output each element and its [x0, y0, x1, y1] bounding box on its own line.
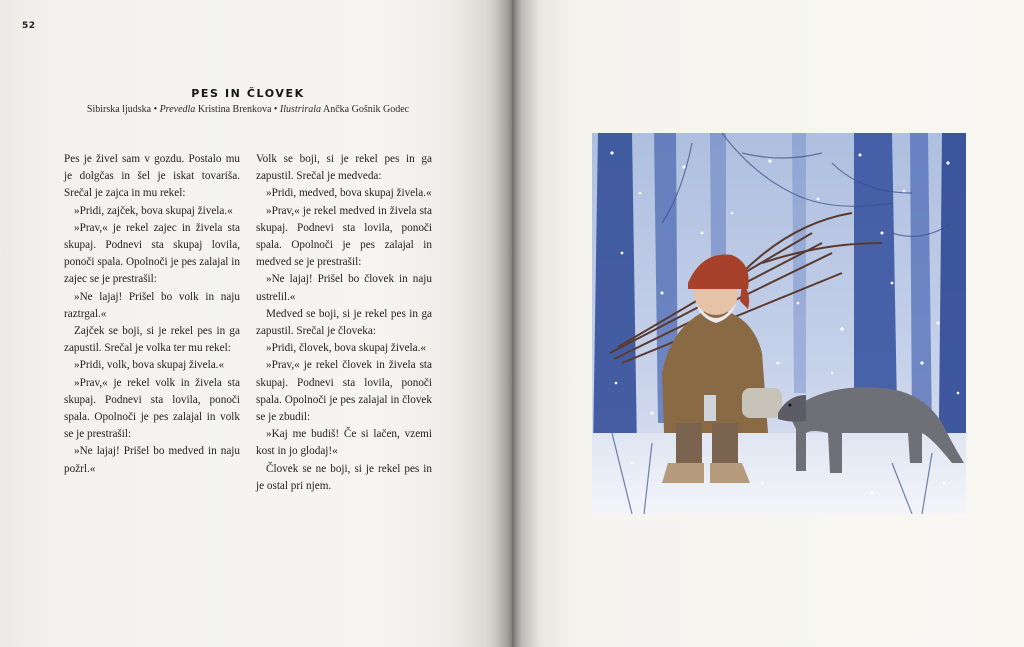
credit-separator: •: [153, 104, 158, 115]
paragraph: »Prav,« je rekel medved in živela sta skupaj. Podnevi sta lovila, ponoči spala. Opolnoči je pes zalajal in medved se je prestrašil:: [256, 204, 432, 269]
credit-origin: Sibirska ljudska: [86, 104, 152, 115]
paragraph: Volk se boji, si je rekel pes in ga zapustil. Srečal je medveda:: [256, 153, 432, 183]
winter-forest-illustration: [592, 133, 966, 514]
paragraph: »Kaj me budiš! Če si lačen, vzemi kost in jo glodaj!«: [256, 428, 432, 458]
paragraph: »Pridi, volk, bova skupaj živela.«: [74, 359, 225, 372]
text-column-right: [256, 151, 432, 495]
paragraph: »Prav,« je rekel volk in živela sta skupaj. Podnevi sta lovila, ponoči spala. Opolnoči je pes zalajal in volk se je prestrašil:: [64, 376, 240, 441]
paragraph: Pes je živel sam v gozdu. Postalo mu je dolgčas in šel je iskat tovariša. Srečal je zajca in mu rekel:: [64, 153, 240, 200]
paragraph: Človek se ne boji, si je rekel pes in je ostal pri njem.: [256, 462, 432, 492]
paragraph: Zajček se boji, si je rekel pes in ga zapustil. Srečal je volka ter mu rekel:: [64, 325, 240, 355]
paragraph: »Pridi, človek, bova skupaj živela.«: [266, 342, 427, 355]
credit-illustrated-label: Ilustrirala: [279, 104, 322, 115]
illustration-svg: [592, 133, 966, 514]
paragraph: »Ne lajaj! Prišel bo medved in naju požrl.«: [64, 445, 240, 475]
paragraph: »Ne lajaj! Prišel bo volk in naju raztrgal.«: [64, 290, 240, 320]
credit-translated-label: Prevedla: [159, 104, 196, 115]
credit-translator: Kristina Brenkova: [197, 104, 272, 115]
paragraph: »Ne lajaj! Prišel bo človek in naju ustrelil.«: [256, 273, 432, 303]
paragraph: Medved se boji, si je rekel pes in ga zapustil. Srečal je človeka:: [256, 307, 432, 338]
paragraph: »Prav,« je rekel zajec in živela sta skupaj. Podnevi sta skupaj lovila, ponoči spala. Opolnoči je pes zalajal in zajec se je prestrašil:: [64, 221, 240, 286]
text-column-left: [64, 151, 240, 478]
paragraph: »Prav,« je rekel človek in živela sta skupaj. Podnevi sta lovila, ponoči spala. Opolnoči je pes zalajal in človek se je zbudil:: [256, 359, 432, 424]
story-title: PES IN ČLOVEK: [191, 87, 305, 100]
credit-separator: •: [273, 104, 278, 115]
paragraph: »Pridi, medved, bova skupaj živela.«: [266, 187, 432, 200]
credit-illustrator: Ančka Gošnik Godec: [323, 104, 410, 115]
story-credits: [0, 104, 496, 115]
paragraph: »Pridi, zajček, bova skupaj živela.«: [74, 204, 233, 217]
page-number: 52: [22, 21, 36, 31]
